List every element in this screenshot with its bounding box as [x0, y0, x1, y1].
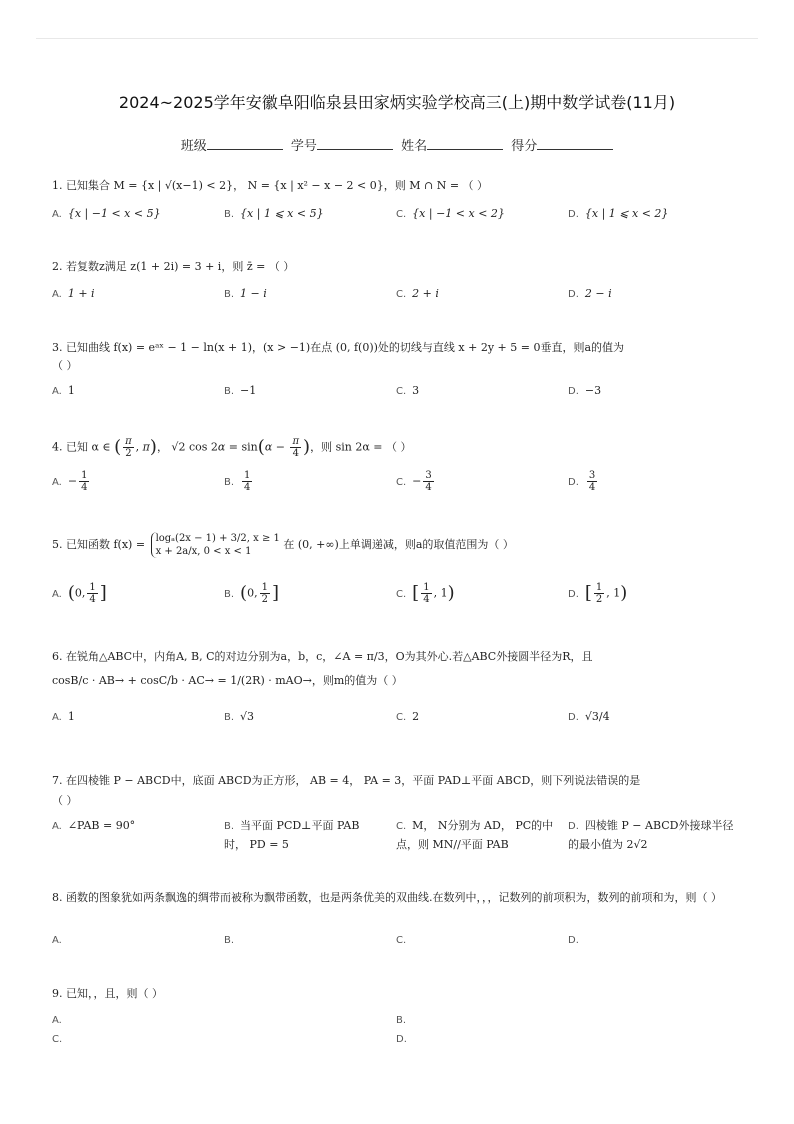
q1-option-b[interactable]: B. {x | 1 ⩽ x < 5} [224, 207, 324, 220]
q9-option-a[interactable]: A. [52, 1015, 62, 1026]
question-6 [52, 648, 742, 690]
q2-option-a[interactable]: A. 1 + i [52, 287, 95, 300]
student-id-label: 学号 [290, 139, 317, 154]
q1-option-c[interactable]: C. {x | −1 < x < 2} [396, 207, 505, 220]
score-blank[interactable] [537, 137, 613, 150]
question-stem-line2: cosB/c · AB→ + cosC/b · AC→ = 1/(2R) · mAO→，则m的值为（ ） [52, 674, 403, 687]
q9-option-c[interactable]: C. [52, 1034, 63, 1045]
class-label: 班级 [180, 139, 207, 154]
q5-option-d[interactable]: D. [ $\frac{1}{2}$ , 1) [568, 582, 628, 605]
q7-option-d[interactable]: D. 四棱锥 P − ABCD外接球半径的最小值为 2√2 [568, 819, 734, 851]
question-8 [52, 889, 742, 907]
question-9 [52, 985, 742, 1003]
q3-option-c[interactable]: C. 3 [396, 384, 420, 397]
q9-option-b[interactable]: B. [396, 1015, 407, 1026]
q3-option-b[interactable]: B. −1 [224, 384, 257, 397]
exam-title: 2024~2025学年安徽阜阳临泉县田家炳实验学校高三(上)期中数学试卷(11月) [118, 93, 676, 112]
question-stem: 4. 已知 α ∈ ( $\frac{\pi}{2}$ , π)， √2 cos 2α = sin(α − $\frac{\pi}{4}$ )，则 sin 2α = （ ） [52, 436, 412, 459]
q5-option-a[interactable]: A. (0, $\frac{1}{4}$ ] [52, 582, 107, 605]
q8-option-d[interactable]: D. [568, 935, 579, 946]
q6-option-d[interactable]: D. √3/4 [568, 710, 610, 723]
q9-option-d[interactable]: D. [396, 1034, 407, 1045]
question-stem: 7. 在四棱锥 P − ABCD中，底面 ABCD为正方形， AB = 4， PA = 3，平面 PAD⊥平面 ABCD，则下列说法错误的是 [52, 774, 641, 787]
q2-option-c[interactable]: C. 2 + i [396, 287, 439, 300]
q4-option-c[interactable]: C. − $\frac{3}{4}$ [396, 470, 432, 493]
q8-option-b[interactable]: B. [224, 935, 235, 946]
question-stem: 2. 若复数z满足 z(1 + 2i) = 3 + i，则 z̄ = （ ） [52, 260, 295, 273]
piecewise-cases: logₐ(2x − 1) + 3/2, x ≥ 1 x + 2a/x, 0 < x < 1 [151, 532, 280, 558]
q5-option-c[interactable]: C. [ $\frac{1}{4}$ , 1) [396, 582, 455, 605]
question-2 [52, 258, 742, 276]
q4-option-d[interactable]: D. $\frac{3}{4}$ [568, 470, 596, 493]
q7-option-a[interactable]: A. ∠PAB = 90° [52, 819, 136, 832]
page-top-rule [36, 38, 758, 39]
question-stem: 5. 已知函数 f(x) = logₐ(2x − 1) + 3/2, x ≥ 1 x + 2a/x, 0 < x < 1 在 (0, +∞)上单调递减，则a的取值范围为（ ） [52, 533, 514, 557]
student-info-fields [0, 135, 794, 154]
question-4 [52, 436, 742, 459]
q1-option-d[interactable]: D. {x | 1 ⩽ x < 2} [568, 207, 669, 220]
question-7 [52, 772, 742, 810]
question-stem: 8. 函数的图象犹如两条飘逸的绸带而被称为飘带函数，也是两条优美的双曲线.在数列中，，，记数列的前项积为，数列的前项和为，则（ ） [52, 891, 722, 904]
student-id-blank[interactable] [317, 137, 393, 150]
question-stem-line2: （ ） [52, 359, 78, 372]
score-label: 得分 [511, 139, 538, 154]
q7-option-c[interactable]: C. M， N分别为 AD， PC的中点，则 MN//平面 PAB [396, 819, 554, 851]
question-stem: 9. 已知，，且，则（ ） [52, 987, 163, 1000]
name-blank[interactable] [427, 137, 503, 150]
q1-option-a[interactable]: A. {x | −1 < x < 5} [52, 207, 161, 220]
question-1 [52, 177, 742, 195]
q4-option-b[interactable]: B. $\frac{1}{4}$ [224, 470, 251, 493]
question-stem: 6. 在锐角△ABC中，内角A, B, C的对边分别为a，b，c，∠A = π/3，O为其外心.若△ABC外接圆半径为R，且 [52, 650, 593, 663]
class-blank[interactable] [207, 137, 283, 150]
q6-option-c[interactable]: C. 2 [396, 710, 420, 723]
name-label: 姓名 [401, 139, 428, 154]
q8-option-c[interactable]: C. [396, 935, 407, 946]
q5-option-b[interactable]: B. (0, $\frac{1}{2}$ ] [224, 582, 279, 605]
q8-option-a[interactable]: A. [52, 935, 62, 946]
question-stem: 3. 已知曲线 f(x) = eᵃˣ − 1 − ln(x + 1)，(x > −1)在点 (0, f(0))处的切线与直线 x + 2y + 5 = 0垂直，则a的值为 [52, 341, 625, 354]
question-3 [52, 339, 742, 375]
question-5 [52, 532, 742, 558]
q7-option-b[interactable]: B. 当平面 PCD⊥平面 PAB 时， PD = 5 [224, 819, 360, 851]
question-stem: 1. 已知集合 M = {x | √(x−1) < 2}， N = {x | x² − x − 2 < 0}，则 M ∩ N = （ ） [52, 179, 489, 192]
q4-option-a[interactable]: A. − $\frac{1}{4}$ [52, 470, 88, 493]
q2-option-b[interactable]: B. 1 − i [224, 287, 267, 300]
q3-option-a[interactable]: A. 1 [52, 384, 75, 397]
q6-option-a[interactable]: A. 1 [52, 710, 75, 723]
q6-option-b[interactable]: B. √3 [224, 710, 255, 723]
q3-option-d[interactable]: D. −3 [568, 384, 602, 397]
q2-option-d[interactable]: D. 2 − i [568, 287, 612, 300]
question-stem-line2: （ ） [52, 794, 78, 807]
